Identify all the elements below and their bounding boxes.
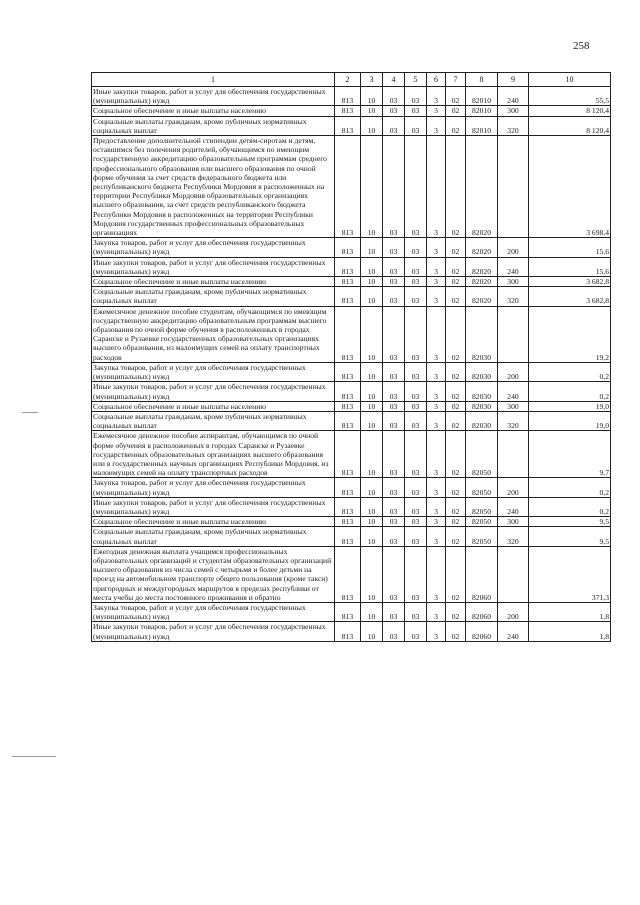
table-row [92,517,611,527]
row-description: Социальное обеспечение и иные выплаты населению [92,277,335,287]
row-code-cell: 03 [405,622,427,641]
row-code-cell: 3 [427,411,446,430]
row-description: Иные закупки товаров, работ и услуг для обеспечения государственных (муниципальных) нужд [92,87,335,106]
row-description: Социальное обеспечение и иные выплаты населению [92,106,335,116]
row-code-cell: 02 [446,238,466,257]
table-row [92,87,611,106]
table-row [92,287,611,306]
row-code-cell: 03 [383,382,405,401]
scan-mark [22,412,38,413]
row-amount: 19,2 [529,306,611,362]
row-code-cell: 82030 [466,382,498,401]
row-code-cell: 03 [383,527,405,546]
row-amount: 19,0 [529,401,611,411]
row-description: Иные закупки товаров, работ и услуг для обеспечения государственных (муниципальных) нужд [92,382,335,401]
row-code-cell: 813 [335,382,361,401]
row-code-cell: 02 [446,431,466,478]
row-code-cell: 03 [383,136,405,238]
row-code-cell: 3 [427,257,446,276]
row-code-cell: 3 [427,136,446,238]
row-description: Социальное обеспечение и иные выплаты населению [92,401,335,411]
row-code-cell: 3 [427,431,446,478]
row-code-cell: 10 [361,287,383,306]
row-description: Социальные выплаты гражданам, кроме публичных нормативных социальных выплат [92,411,335,430]
row-amount: 1,8 [529,602,611,621]
row-code-cell: 10 [361,136,383,238]
row-description: Иные закупки товаров, работ и услуг для обеспечения государственных (муниципальных) нужд [92,257,335,276]
row-code-cell: 320 [498,411,529,430]
table-body [92,87,611,642]
row-code-cell: 10 [361,257,383,276]
row-code-cell: 3 [427,546,446,602]
row-code-cell: 02 [446,411,466,430]
row-amount: 3 698,4 [529,136,611,238]
row-code-cell: 813 [335,622,361,641]
row-description: Социальные выплаты гражданам, кроме публичных нормативных социальных выплат [92,287,335,306]
row-code-cell: 320 [498,287,529,306]
row-code-cell: 813 [335,287,361,306]
row-code-cell: 03 [383,106,405,116]
table-row [92,602,611,621]
row-code-cell: 03 [405,87,427,106]
scan-mark [12,756,56,757]
row-code-cell: 813 [335,602,361,621]
row-code-cell: 82030 [466,306,498,362]
row-code-cell: 813 [335,401,361,411]
row-code-cell: 03 [405,517,427,527]
row-code-cell: 10 [361,106,383,116]
table-row [92,362,611,381]
row-code-cell: 82010 [466,106,498,116]
row-code-cell: 02 [446,517,466,527]
row-code-cell: 02 [446,287,466,306]
row-amount: 15,6 [529,238,611,257]
row-code-cell: 82060 [466,622,498,641]
row-code-cell: 03 [405,136,427,238]
row-code-cell: 300 [498,106,529,116]
row-code-cell: 3 [427,306,446,362]
row-code-cell: 10 [361,622,383,641]
row-code-cell: 3 [427,382,446,401]
row-code-cell: 240 [498,497,529,516]
row-code-cell: 02 [446,106,466,116]
row-code-cell: 3 [427,116,446,135]
row-code-cell: 240 [498,257,529,276]
row-code-cell: 03 [383,287,405,306]
row-code-cell: 3 [427,517,446,527]
row-code-cell: 813 [335,116,361,135]
row-code-cell: 82030 [466,401,498,411]
row-code-cell: 82050 [466,478,498,497]
header-row [92,73,611,87]
table-row [92,527,611,546]
table-row [92,401,611,411]
row-code-cell: 82030 [466,362,498,381]
row-code-cell: 10 [361,87,383,106]
column-header: 10 [529,73,611,87]
row-code-cell: 82060 [466,602,498,621]
row-code-cell: 03 [405,478,427,497]
row-code-cell [498,306,529,362]
row-code-cell: 10 [361,401,383,411]
row-code-cell: 03 [405,411,427,430]
row-code-cell: 3 [427,478,446,497]
row-code-cell: 240 [498,622,529,641]
row-amount: 3 682,8 [529,277,611,287]
row-code-cell: 03 [405,306,427,362]
row-code-cell [498,136,529,238]
row-code-cell: 02 [446,546,466,602]
row-amount: 9,5 [529,527,611,546]
row-code-cell: 200 [498,362,529,381]
row-code-cell: 300 [498,401,529,411]
row-code-cell: 3 [427,527,446,546]
row-code-cell: 02 [446,136,466,238]
column-header: 7 [446,73,466,87]
row-code-cell: 10 [361,277,383,287]
row-code-cell: 10 [361,546,383,602]
row-code-cell: 813 [335,478,361,497]
table-row [92,116,611,135]
row-code-cell: 813 [335,411,361,430]
row-code-cell: 02 [446,622,466,641]
row-code-cell: 3 [427,401,446,411]
row-code-cell: 300 [498,277,529,287]
row-code-cell: 82020 [466,136,498,238]
row-code-cell: 813 [335,497,361,516]
row-code-cell: 02 [446,401,466,411]
page-number: 258 [573,40,590,52]
row-description: Закупка товаров, работ и услуг для обеспечения государственных (муниципальных) нужд [92,238,335,257]
row-code-cell: 200 [498,238,529,257]
row-code-cell: 10 [361,517,383,527]
row-code-cell: 03 [405,116,427,135]
row-amount: 9,7 [529,431,611,478]
row-code-cell: 10 [361,478,383,497]
row-code-cell: 82050 [466,431,498,478]
row-code-cell: 03 [405,401,427,411]
row-code-cell: 03 [383,478,405,497]
row-code-cell: 813 [335,546,361,602]
row-code-cell [498,546,529,602]
row-code-cell: 03 [383,546,405,602]
row-code-cell: 03 [405,527,427,546]
row-amount: 19,0 [529,411,611,430]
table-row [92,622,611,641]
row-description: Иные закупки товаров, работ и услуг для обеспечения государственных (муниципальных) нужд [92,622,335,641]
row-code-cell: 02 [446,362,466,381]
row-code-cell: 3 [427,362,446,381]
row-description: Социальные выплаты гражданам, кроме публичных нормативных социальных выплат [92,527,335,546]
row-code-cell: 82030 [466,411,498,430]
row-description: Закупка товаров, работ и услуг для обеспечения государственных (муниципальных) нужд [92,602,335,621]
row-code-cell: 10 [361,497,383,516]
row-code-cell: 10 [361,116,383,135]
row-code-cell: 3 [427,238,446,257]
row-code-cell: 02 [446,527,466,546]
row-description: Закупка товаров, работ и услуг для обеспечения государственных (муниципальных) нужд [92,362,335,381]
column-header: 8 [466,73,498,87]
row-description: Ежемесячное денежное пособие аспирантам, обучающимся по очной форме обучения в расположенных в городах Саранске и Рузаевке государственных образовательных организациях высшего образования или в государственных научных организациях Республики Мордовия, из малоимущих семей на оплату транспортных расходов [92,431,335,478]
table-row [92,478,611,497]
table-row [92,431,611,478]
column-header: 5 [405,73,427,87]
row-code-cell: 10 [361,527,383,546]
row-code-cell: 03 [405,431,427,478]
row-code-cell: 813 [335,306,361,362]
table-row [92,497,611,516]
row-code-cell: 03 [383,306,405,362]
row-code-cell: 03 [383,87,405,106]
row-code-cell: 03 [383,116,405,135]
table-row [92,136,611,238]
row-amount: 15,6 [529,257,611,276]
row-code-cell: 82060 [466,546,498,602]
row-description: Ежегодная денежная выплата учащимся профессиональных образовательных организаций и студентам образовательных организаций высшего образования из числа семей с четырьмя и более детьми на проезд на автомобильном транспорте общего пользования (кроме такси) пригородных и междугородных маршрутов в пределах республики от места учебы до места постоянного проживания и обратно [92,546,335,602]
row-code-cell: 03 [405,257,427,276]
row-code-cell: 320 [498,116,529,135]
row-code-cell: 10 [361,431,383,478]
column-header: 4 [383,73,405,87]
row-code-cell: 82010 [466,116,498,135]
row-code-cell: 03 [383,401,405,411]
row-code-cell: 82010 [466,87,498,106]
row-code-cell: 02 [446,602,466,621]
row-code-cell: 813 [335,87,361,106]
row-code-cell: 02 [446,382,466,401]
row-code-cell: 03 [383,602,405,621]
row-code-cell [498,431,529,478]
row-code-cell: 813 [335,527,361,546]
row-code-cell: 82020 [466,238,498,257]
row-code-cell: 240 [498,87,529,106]
row-code-cell: 3 [427,497,446,516]
row-code-cell: 813 [335,257,361,276]
row-code-cell: 320 [498,527,529,546]
row-description: Иные закупки товаров, работ и услуг для обеспечения государственных (муниципальных) нужд [92,497,335,516]
row-amount: 371,3 [529,546,611,602]
row-amount: 8 120,4 [529,116,611,135]
row-code-cell: 10 [361,411,383,430]
row-amount: 3 682,8 [529,287,611,306]
row-code-cell: 200 [498,602,529,621]
row-code-cell: 813 [335,517,361,527]
row-code-cell: 82050 [466,497,498,516]
row-amount: 0,2 [529,362,611,381]
row-amount: 8 120,4 [529,106,611,116]
column-header: 1 [92,73,335,87]
row-code-cell: 10 [361,602,383,621]
row-code-cell: 200 [498,478,529,497]
row-code-cell: 03 [383,517,405,527]
column-header: 9 [498,73,529,87]
row-code-cell: 03 [383,257,405,276]
row-amount: 1,8 [529,622,611,641]
row-code-cell: 03 [405,362,427,381]
row-code-cell: 813 [335,238,361,257]
row-code-cell: 02 [446,277,466,287]
row-code-cell: 82050 [466,517,498,527]
row-code-cell: 03 [383,411,405,430]
row-code-cell: 3 [427,277,446,287]
row-code-cell: 03 [405,106,427,116]
row-code-cell: 300 [498,517,529,527]
row-code-cell: 10 [361,306,383,362]
row-code-cell: 3 [427,287,446,306]
row-code-cell: 3 [427,106,446,116]
table-row [92,106,611,116]
row-code-cell: 03 [383,277,405,287]
budget-table [91,72,611,642]
row-code-cell: 3 [427,622,446,641]
row-code-cell: 03 [405,238,427,257]
row-code-cell: 82020 [466,287,498,306]
row-amount: 0,2 [529,478,611,497]
row-code-cell: 82020 [466,257,498,276]
row-code-cell: 02 [446,497,466,516]
column-header: 6 [427,73,446,87]
column-header: 3 [361,73,383,87]
row-code-cell: 03 [405,277,427,287]
row-code-cell: 03 [405,287,427,306]
row-code-cell: 813 [335,431,361,478]
table-row [92,257,611,276]
table-row [92,546,611,602]
row-description: Социальные выплаты гражданам, кроме публичных нормативных социальных выплат [92,116,335,135]
row-code-cell: 02 [446,87,466,106]
row-code-cell: 3 [427,87,446,106]
row-code-cell: 813 [335,136,361,238]
row-code-cell: 813 [335,106,361,116]
row-code-cell: 02 [446,478,466,497]
row-code-cell: 240 [498,382,529,401]
row-code-cell: 03 [405,546,427,602]
row-amount: 0,2 [529,497,611,516]
row-code-cell: 03 [383,497,405,516]
row-code-cell: 3 [427,602,446,621]
row-code-cell: 02 [446,257,466,276]
row-code-cell: 813 [335,277,361,287]
row-code-cell: 10 [361,238,383,257]
row-description: Предоставление дополнительной стипендии детям-сиротам и детям, оставшимся без попечения родителей, обучающимся по имеющим государственную аккредитацию образовательным программам среднего профессионального образования или высшего образования по очной форме обучения за счет средств федерального бюджета или республиканского бюджета Республики Мордовия в расположенных на территории Республики Мордовия образовательных организациях высшего образования, за счет средств республиканского бюджета Республики Мордовия в расположенных на территории Республики Мордовия государственных профессиональных образовательных организациях [92,136,335,238]
table-row [92,306,611,362]
row-code-cell: 03 [383,622,405,641]
row-description: Закупка товаров, работ и услуг для обеспечения государственных (муниципальных) нужд [92,478,335,497]
row-code-cell: 10 [361,382,383,401]
table-row [92,411,611,430]
row-code-cell: 03 [405,382,427,401]
table-row [92,238,611,257]
row-code-cell: 02 [446,306,466,362]
row-code-cell: 03 [405,602,427,621]
row-code-cell: 03 [405,497,427,516]
row-description: Ежемесячное денежное пособие студентам, обучающимся по имеющим государственную аккредитацию образовательным программам высшего образования по очной форме обучения в расположенных в городах Саранске и Рузаевке государственных образовательных организациях высшего образования, из малоимущих семей на оплату транспортных расходов [92,306,335,362]
row-code-cell: 03 [383,238,405,257]
row-description: Социальное обеспечение и иные выплаты населению [92,517,335,527]
row-code-cell: 02 [446,116,466,135]
row-amount: 55,5 [529,87,611,106]
row-amount: 0,2 [529,382,611,401]
row-code-cell: 03 [383,431,405,478]
row-code-cell: 03 [383,362,405,381]
row-amount: 9,5 [529,517,611,527]
row-code-cell: 82020 [466,277,498,287]
column-header: 2 [335,73,361,87]
row-code-cell: 813 [335,362,361,381]
row-code-cell: 10 [361,362,383,381]
row-code-cell: 82050 [466,527,498,546]
table-row [92,382,611,401]
table-row [92,277,611,287]
